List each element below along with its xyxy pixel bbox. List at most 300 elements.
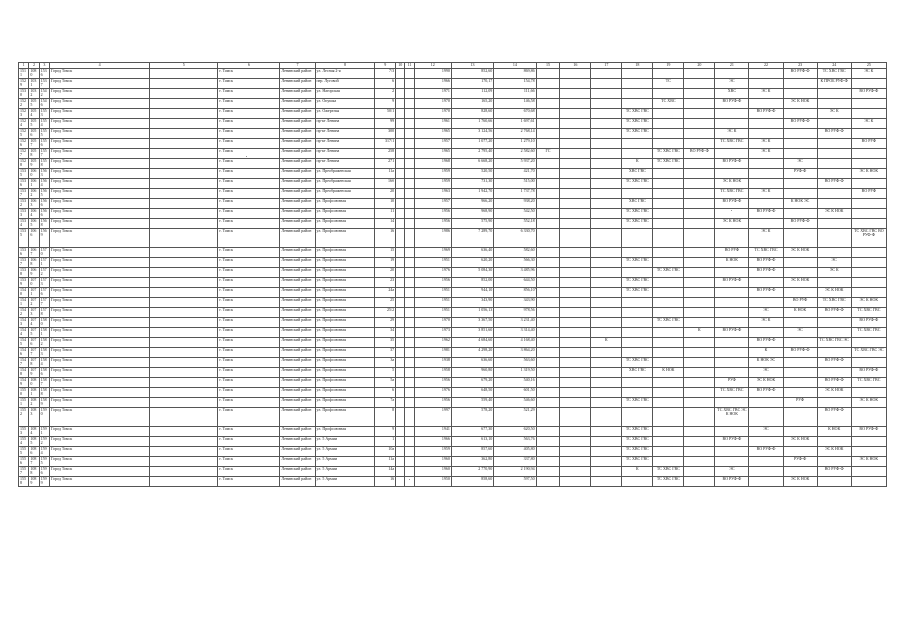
table-cell bbox=[851, 258, 886, 268]
table-cell bbox=[150, 467, 218, 477]
table-cell bbox=[817, 437, 851, 447]
table-cell: 337,80 bbox=[494, 457, 536, 467]
table-cell: г. Томск bbox=[218, 199, 280, 209]
table-row bbox=[19, 169, 887, 179]
table-cell: г. Томск bbox=[218, 447, 280, 457]
table-cell bbox=[150, 378, 218, 388]
table-cell bbox=[684, 368, 715, 378]
table-cell bbox=[684, 248, 715, 258]
table-cell: ВО РУФ-Ф bbox=[817, 408, 851, 427]
table-cell bbox=[653, 199, 684, 209]
table-cell bbox=[851, 209, 886, 219]
table-cell bbox=[396, 308, 405, 318]
table-cell: РУФ bbox=[715, 378, 749, 388]
table-row bbox=[19, 109, 887, 119]
table-cell: 1073 bbox=[29, 308, 39, 318]
table-cell bbox=[591, 159, 622, 169]
table-cell bbox=[396, 338, 405, 348]
table-cell bbox=[560, 248, 591, 258]
column-number: 2 bbox=[29, 63, 39, 69]
table-row bbox=[19, 79, 887, 89]
table-cell: Город Томск bbox=[49, 129, 149, 139]
table-cell: ЭС К bbox=[715, 129, 749, 139]
table-cell: ул. Профсоюзная bbox=[315, 398, 375, 408]
table-cell: К bbox=[749, 348, 783, 358]
table-cell: 10 bbox=[375, 199, 396, 209]
table-cell: пр-кт Ленина bbox=[315, 149, 375, 159]
table-cell: 1976 bbox=[414, 268, 451, 278]
table-cell bbox=[536, 437, 560, 447]
table-cell: 968,90 bbox=[451, 209, 493, 219]
table-cell bbox=[817, 348, 851, 358]
table-cell bbox=[536, 288, 560, 298]
table-cell bbox=[851, 437, 886, 447]
table-cell bbox=[396, 298, 405, 308]
table-cell bbox=[851, 288, 886, 298]
table-cell bbox=[150, 79, 218, 89]
table-cell: ТС ХВС ГВС bbox=[622, 129, 653, 139]
table-row bbox=[19, 368, 887, 378]
table-cell bbox=[715, 358, 749, 368]
table-cell: Город Томск bbox=[49, 169, 149, 179]
table-cell bbox=[622, 99, 653, 109]
table-cell bbox=[560, 199, 591, 209]
table-cell bbox=[817, 99, 851, 109]
table-cell bbox=[591, 139, 622, 149]
column-number: 9 bbox=[375, 63, 396, 69]
table-cell bbox=[405, 99, 414, 109]
table-cell bbox=[150, 99, 218, 109]
table-cell bbox=[591, 268, 622, 278]
table-cell: 1557 bbox=[39, 149, 49, 159]
table-cell: 601,50 bbox=[494, 388, 536, 398]
table-cell: Ленинский район bbox=[280, 348, 315, 358]
table-cell: 1054 bbox=[29, 109, 39, 119]
table-cell: 1542 bbox=[19, 308, 29, 318]
table-cell: 1959 bbox=[414, 447, 451, 457]
table-cell: 2 795,40 bbox=[451, 149, 493, 159]
scan-speck bbox=[246, 156, 247, 157]
table-cell: ТС ХВС ГВС bbox=[653, 159, 684, 169]
table-cell bbox=[783, 388, 817, 398]
table-cell: 1951 bbox=[414, 298, 451, 308]
table-cell bbox=[851, 248, 886, 258]
table-cell bbox=[536, 268, 560, 278]
table-cell bbox=[560, 268, 591, 278]
table-cell: 1 bbox=[375, 437, 396, 447]
table-cell bbox=[653, 328, 684, 338]
table-cell bbox=[560, 408, 591, 427]
table-cell: 1957 bbox=[414, 199, 451, 209]
table-cell: 578,20 bbox=[451, 408, 493, 427]
table-cell bbox=[622, 378, 653, 388]
table-cell bbox=[560, 129, 591, 139]
table-cell bbox=[405, 328, 414, 338]
table-cell bbox=[684, 139, 715, 149]
table-cell bbox=[684, 278, 715, 288]
table-cell: 1556 bbox=[39, 139, 49, 149]
table-cell: 1970 bbox=[414, 109, 451, 119]
table-cell bbox=[591, 89, 622, 99]
table-cell bbox=[684, 129, 715, 139]
table-cell bbox=[405, 79, 414, 89]
table-cell bbox=[715, 457, 749, 467]
table-cell: 1956 bbox=[414, 278, 451, 288]
table-cell: Город Томск bbox=[49, 69, 149, 79]
table-cell bbox=[150, 318, 218, 328]
table-cell bbox=[150, 298, 218, 308]
table-cell bbox=[783, 368, 817, 378]
table-cell: 1558 bbox=[19, 477, 29, 487]
table-cell bbox=[396, 278, 405, 288]
table-cell bbox=[749, 129, 783, 139]
table-cell bbox=[536, 99, 560, 109]
table-cell: 2 bbox=[375, 89, 396, 99]
table-cell: ЭС К НОК bbox=[715, 219, 749, 229]
table-cell: 944,10 bbox=[451, 288, 493, 298]
table-cell: 3 367,50 bbox=[451, 318, 493, 328]
table-cell bbox=[851, 179, 886, 189]
table-cell bbox=[405, 219, 414, 229]
table-cell bbox=[851, 268, 886, 278]
table-cell: ВО РУФ-Ф bbox=[851, 427, 886, 437]
table-cell: 1536 bbox=[39, 69, 49, 79]
table-cell: 1532 bbox=[19, 199, 29, 209]
table-cell: ЭС К НОК bbox=[783, 278, 817, 288]
table-cell: ЭС К bbox=[749, 149, 783, 159]
table-cell bbox=[817, 149, 851, 159]
table-cell: ЭС К НОК bbox=[817, 447, 851, 457]
table-cell: ЭС К НОК bbox=[749, 378, 783, 388]
table-cell: ТС ХВС ГВС bbox=[653, 149, 684, 159]
table-cell: ВО РУФ-Ф bbox=[684, 149, 715, 159]
table-cell bbox=[591, 129, 622, 139]
table-cell: ТС ХВС ГВС bbox=[622, 209, 653, 219]
table-cell: 1959 bbox=[414, 169, 451, 179]
table-cell bbox=[396, 229, 405, 248]
table-cell bbox=[783, 358, 817, 368]
table-cell: ВО РУФ-Ф bbox=[783, 69, 817, 79]
table-cell bbox=[783, 378, 817, 388]
table-cell: 5 084,30 bbox=[451, 268, 493, 278]
table-cell: Ленинский район bbox=[280, 258, 315, 268]
table-cell bbox=[396, 378, 405, 388]
table-cell: ул. Профсоюзная bbox=[315, 328, 375, 338]
table-cell: 300 bbox=[375, 129, 396, 139]
table-cell: 978,56 bbox=[494, 308, 536, 318]
table-cell: ул. Преображенская bbox=[315, 189, 375, 199]
table-cell bbox=[653, 219, 684, 229]
table-cell: 1056 bbox=[29, 129, 39, 139]
table-cell: 37 bbox=[375, 348, 396, 358]
table-cell bbox=[749, 398, 783, 408]
table-cell: 1577 bbox=[39, 298, 49, 308]
table-cell bbox=[591, 388, 622, 398]
table-cell bbox=[560, 477, 591, 487]
table-cell: 1555 bbox=[19, 447, 29, 457]
table-cell: Город Томск bbox=[49, 209, 149, 219]
table-cell bbox=[783, 79, 817, 89]
table-cell: 597,50 bbox=[494, 477, 536, 487]
table-cell: Ленинский район bbox=[280, 437, 315, 447]
table-cell: г. Томск bbox=[218, 338, 280, 348]
table-cell bbox=[749, 408, 783, 427]
table-cell: ВО РУФ-Ф bbox=[715, 278, 749, 288]
table-cell bbox=[653, 69, 684, 79]
table-row bbox=[19, 69, 887, 79]
table-cell: 421,70 bbox=[494, 169, 536, 179]
table-cell bbox=[150, 179, 218, 189]
table-cell: ВО РУФ-Ф bbox=[851, 368, 886, 378]
table-cell: Город Томск bbox=[49, 358, 149, 368]
scan-speck bbox=[409, 479, 410, 480]
table-cell bbox=[591, 69, 622, 79]
table-cell: 1086 bbox=[29, 447, 39, 457]
table-cell: ул. 5 Армии bbox=[315, 477, 375, 487]
table-cell: 1533 bbox=[19, 209, 29, 219]
table-cell: 1540 bbox=[19, 288, 29, 298]
table-cell bbox=[560, 229, 591, 248]
table-cell: ул. Преображенская bbox=[315, 169, 375, 179]
table-row bbox=[19, 447, 887, 457]
table-cell: 1539 bbox=[19, 278, 29, 288]
table-cell: г. Томск bbox=[218, 209, 280, 219]
table-cell: 636,40 bbox=[451, 248, 493, 258]
table-cell: ЭС bbox=[749, 368, 783, 378]
table-cell bbox=[536, 338, 560, 348]
table-cell: 1552 bbox=[19, 408, 29, 427]
table-cell: ЭС К НОК bbox=[851, 298, 886, 308]
column-number: 12 bbox=[414, 63, 451, 69]
table-cell: ЭС К НОК bbox=[817, 288, 851, 298]
table-cell bbox=[715, 318, 749, 328]
table-cell bbox=[405, 467, 414, 477]
table-cell bbox=[684, 189, 715, 199]
table-cell bbox=[653, 248, 684, 258]
table-row bbox=[19, 159, 887, 169]
table-cell: ВО РУФ-Ф bbox=[783, 348, 817, 358]
table-cell: ул. Профсоюзная bbox=[315, 298, 375, 308]
table-cell: 1526 bbox=[19, 139, 29, 149]
table-cell bbox=[536, 209, 560, 219]
column-number: 7 bbox=[280, 63, 315, 69]
table-cell bbox=[396, 129, 405, 139]
table-cell bbox=[684, 109, 715, 119]
table-cell: 1570 bbox=[39, 248, 49, 258]
table-cell: ул. Профсоюзная bbox=[315, 308, 375, 318]
table-cell: ВО РУФ-Ф bbox=[749, 338, 783, 348]
table-cell: Город Томск bbox=[49, 378, 149, 388]
table-cell: Город Томск bbox=[49, 467, 149, 477]
table-row bbox=[19, 219, 887, 229]
table-cell bbox=[560, 89, 591, 99]
table-row bbox=[19, 179, 887, 189]
table-cell: 34 bbox=[375, 328, 396, 338]
table-cell: ЭС bbox=[749, 427, 783, 437]
table-cell bbox=[653, 288, 684, 298]
table-cell: Ленинский район bbox=[280, 308, 315, 318]
table-cell: 23 bbox=[375, 278, 396, 288]
table-cell: ул. Лесная 2-я bbox=[315, 69, 375, 79]
table-cell: К НОК ЭС bbox=[783, 199, 817, 209]
table-cell bbox=[653, 308, 684, 318]
table-cell bbox=[150, 119, 218, 129]
table-cell bbox=[536, 398, 560, 408]
table-cell: Город Томск bbox=[49, 258, 149, 268]
table-cell: ЭС bbox=[783, 328, 817, 338]
table-cell bbox=[817, 189, 851, 199]
table-cell bbox=[817, 368, 851, 378]
table-cell: ул. Профсоюзная bbox=[315, 338, 375, 348]
table-cell: 1057 bbox=[29, 139, 39, 149]
table-cell bbox=[591, 408, 622, 427]
table-cell bbox=[405, 139, 414, 149]
table-cell: 1 279,10 bbox=[494, 139, 536, 149]
table-cell: Ленинский район bbox=[280, 368, 315, 378]
table-row bbox=[19, 338, 887, 348]
table-cell bbox=[405, 318, 414, 328]
table-cell: 1590 bbox=[39, 408, 49, 427]
table-cell bbox=[817, 278, 851, 288]
table-cell: 405,80 bbox=[494, 447, 536, 457]
table-cell bbox=[591, 179, 622, 189]
table-cell bbox=[150, 258, 218, 268]
table-cell: РУФ-Ф bbox=[783, 169, 817, 179]
table-cell: 15 bbox=[375, 248, 396, 258]
table-cell bbox=[817, 477, 851, 487]
table-cell bbox=[653, 437, 684, 447]
table-cell bbox=[560, 99, 591, 109]
table-cell bbox=[536, 467, 560, 477]
table-cell: 6 668,20 bbox=[451, 159, 493, 169]
table-cell: 1066 bbox=[29, 229, 39, 248]
table-row bbox=[19, 229, 887, 248]
table-row bbox=[19, 457, 887, 467]
table-cell: г. Томск bbox=[218, 358, 280, 368]
table-cell bbox=[560, 298, 591, 308]
table-cell bbox=[653, 109, 684, 119]
table-cell bbox=[150, 288, 218, 298]
table-cell: ТС ХВС ГВС bbox=[622, 119, 653, 129]
table-cell bbox=[536, 119, 560, 129]
table-cell: 670,68 bbox=[494, 109, 536, 119]
table-cell: 575,90 bbox=[451, 219, 493, 229]
table-cell bbox=[653, 129, 684, 139]
table-cell bbox=[783, 129, 817, 139]
table-cell: 1060 bbox=[29, 169, 39, 179]
column-number: 21 bbox=[715, 63, 749, 69]
table-cell bbox=[405, 209, 414, 219]
table-cell bbox=[396, 248, 405, 258]
table-cell bbox=[783, 139, 817, 149]
table-cell bbox=[684, 79, 715, 89]
table-cell: Ленинский район bbox=[280, 179, 315, 189]
table-cell: 1065 bbox=[29, 219, 39, 229]
table-cell bbox=[817, 248, 851, 258]
column-number: 11 bbox=[405, 63, 414, 69]
table-cell: ВО РУФ-Ф bbox=[851, 89, 886, 99]
table-cell: г. Томск bbox=[218, 378, 280, 388]
table-cell: г. Томск bbox=[218, 388, 280, 398]
table-cell: Ленинский район bbox=[280, 139, 315, 149]
table-cell: г. Томск bbox=[218, 467, 280, 477]
table-cell bbox=[405, 109, 414, 119]
table-cell bbox=[536, 318, 560, 328]
table-cell bbox=[405, 308, 414, 318]
table-cell: г. Томск bbox=[218, 408, 280, 427]
table-cell: 343,90 bbox=[494, 298, 536, 308]
table-cell bbox=[622, 308, 653, 318]
table-cell: ТС ХВС ГВС bbox=[653, 318, 684, 328]
table-cell: ул. Профсоюзная bbox=[315, 358, 375, 368]
table-cell: 1956 bbox=[414, 209, 451, 219]
table-cell: 1595 bbox=[39, 457, 49, 467]
table-cell: ВО РУФ-Ф bbox=[715, 199, 749, 209]
table-cell: г. Томск bbox=[218, 189, 280, 199]
table-cell bbox=[684, 209, 715, 219]
table-cell: ГС bbox=[536, 149, 560, 159]
table-cell: ТС ХВС ГВС bbox=[622, 457, 653, 467]
column-number: 17 bbox=[591, 63, 622, 69]
scan-speck bbox=[731, 210, 732, 211]
table-cell: 540,16 bbox=[494, 378, 536, 388]
table-cell: 1551 bbox=[19, 398, 29, 408]
table-cell bbox=[396, 447, 405, 457]
table-cell: Город Томск bbox=[49, 408, 149, 427]
table-cell bbox=[591, 79, 622, 89]
table-cell: 1079 bbox=[29, 368, 39, 378]
table-cell bbox=[560, 219, 591, 229]
table-cell: 4 168,40 bbox=[494, 338, 536, 348]
table-cell: ЭС bbox=[783, 159, 817, 169]
table-cell bbox=[396, 209, 405, 219]
table-cell bbox=[591, 398, 622, 408]
table-cell: 16б bbox=[375, 179, 396, 189]
table-cell: К bbox=[591, 338, 622, 348]
table-cell bbox=[653, 298, 684, 308]
table-cell bbox=[150, 348, 218, 358]
table-cell bbox=[684, 318, 715, 328]
table-cell bbox=[405, 288, 414, 298]
table-cell: 1951 bbox=[414, 258, 451, 268]
column-number: 22 bbox=[749, 63, 783, 69]
table-cell bbox=[851, 149, 886, 159]
table-cell bbox=[653, 139, 684, 149]
table-cell: 271 bbox=[375, 159, 396, 169]
table-cell: Город Томск bbox=[49, 338, 149, 348]
table-cell: г. Томск bbox=[218, 129, 280, 139]
table-cell: Ленинский район bbox=[280, 159, 315, 169]
table-row bbox=[19, 398, 887, 408]
table-cell: ул. Профсоюзная bbox=[315, 268, 375, 278]
table-cell: 1061 bbox=[29, 179, 39, 189]
table-cell: 7а bbox=[375, 398, 396, 408]
table-cell: г. Томск bbox=[218, 99, 280, 109]
table-cell bbox=[653, 408, 684, 427]
table-cell bbox=[560, 69, 591, 79]
table-cell: Город Томск bbox=[49, 348, 149, 358]
table-cell bbox=[396, 169, 405, 179]
table-cell: Ленинский район bbox=[280, 129, 315, 139]
column-number: 1 bbox=[19, 63, 29, 69]
column-number: 15 bbox=[536, 63, 560, 69]
table-cell: 9 bbox=[375, 427, 396, 437]
table-cell bbox=[560, 258, 591, 268]
table-cell: 1986 bbox=[414, 229, 451, 248]
table-cell: Город Томск bbox=[49, 437, 149, 447]
table-cell bbox=[560, 338, 591, 348]
table-cell: 1573 bbox=[39, 278, 49, 288]
